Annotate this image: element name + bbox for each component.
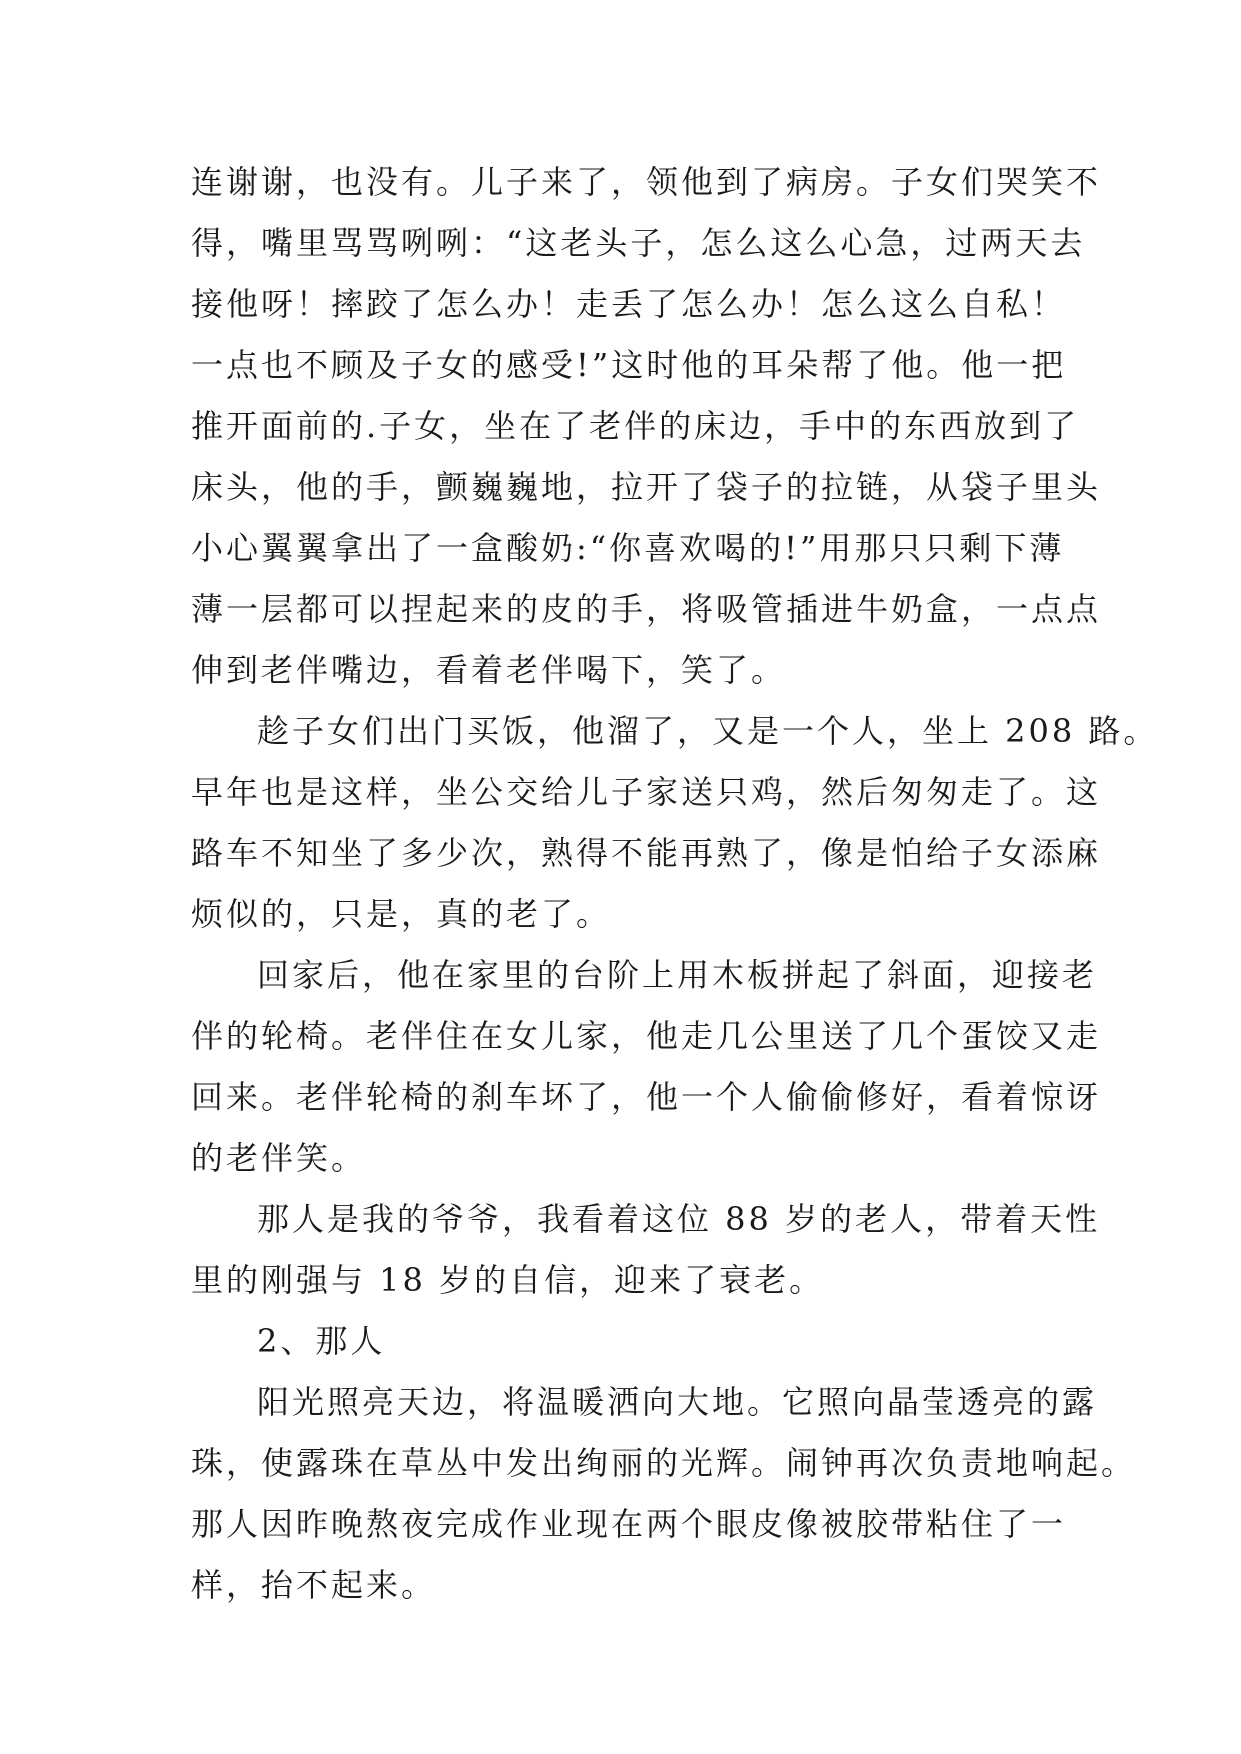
text-line: 那人因昨晚熬夜完成作业现在两个眼皮像被胶带粘住了一 [191,1505,1067,1543]
text-line: 推开面前的.子女，坐在了老伴的床边，手中的东西放到了 [191,407,1080,445]
text-line: 伸到老伴嘴边，看着老伴喝下，笑了。 [191,651,787,689]
text-line: 2、那人 [257,1322,386,1360]
text-line: 里的刚强与 18 岁的自信，迎来了衰老。 [191,1261,825,1299]
document-body [191,152,1159,1616]
text-line: 薄一层都可以捏起来的皮的手，将吸管插进牛奶盒，一点点 [191,590,1102,628]
text-line: 趁子女们出门买饭，他溜了，又是一个人，坐上 208 路。 [257,712,1159,750]
text-line: 的老伴笑。 [191,1139,367,1177]
text-line: 连谢谢，也没有。儿子来了，领他到了病房。子女们哭笑不 [191,163,1102,201]
text-line: 回家后，他在家里的台阶上用木板拼起了斜面，迎接老 [257,956,1098,994]
text-line: 得，嘴里骂骂咧咧：“这老头子，怎么这么心急，过两天去 [191,224,1086,262]
text-line: 珠，使露珠在草丛中发出绚丽的光辉。闹钟再次负责地响起。 [191,1444,1137,1482]
text-line: 床头，他的手，颤巍巍地，拉开了袋子的拉链，从袋子里头 [191,468,1102,506]
text-line: 路车不知坐了多少次，熟得不能再熟了，像是怕给子女添麻 [191,834,1102,872]
text-line: 烦似的，只是，真的老了。 [191,895,612,933]
text-line: 样，抬不起来。 [191,1566,437,1604]
text-line: 小心翼翼拿出了一盒酸奶:“你喜欢喝的!”用那只只剩下薄 [191,529,1065,567]
text-line: 一点也不顾及子女的感受!”这时他的耳朵帮了他。他一把 [191,346,1067,384]
text-line: 伴的轮椅。老伴住在女儿家，他走几公里送了几个蛋饺又走 [191,1017,1102,1055]
text-line: 阳光照亮天边，将温暖洒向大地。它照向晶莹透亮的露 [257,1383,1098,1421]
text-line: 回来。老伴轮椅的刹车坏了，他一个人偷偷修好，看着惊讶 [191,1078,1102,1116]
text-line: 早年也是这样，坐公交给儿子家送只鸡，然后匆匆走了。这 [191,773,1102,811]
text-line: 接他呀！摔跤了怎么办！走丢了怎么办！怎么这么自私！ [191,285,1067,323]
text-line: 那人是我的爷爷，我看着这位 88 岁的老人，带着天性 [257,1200,1101,1238]
